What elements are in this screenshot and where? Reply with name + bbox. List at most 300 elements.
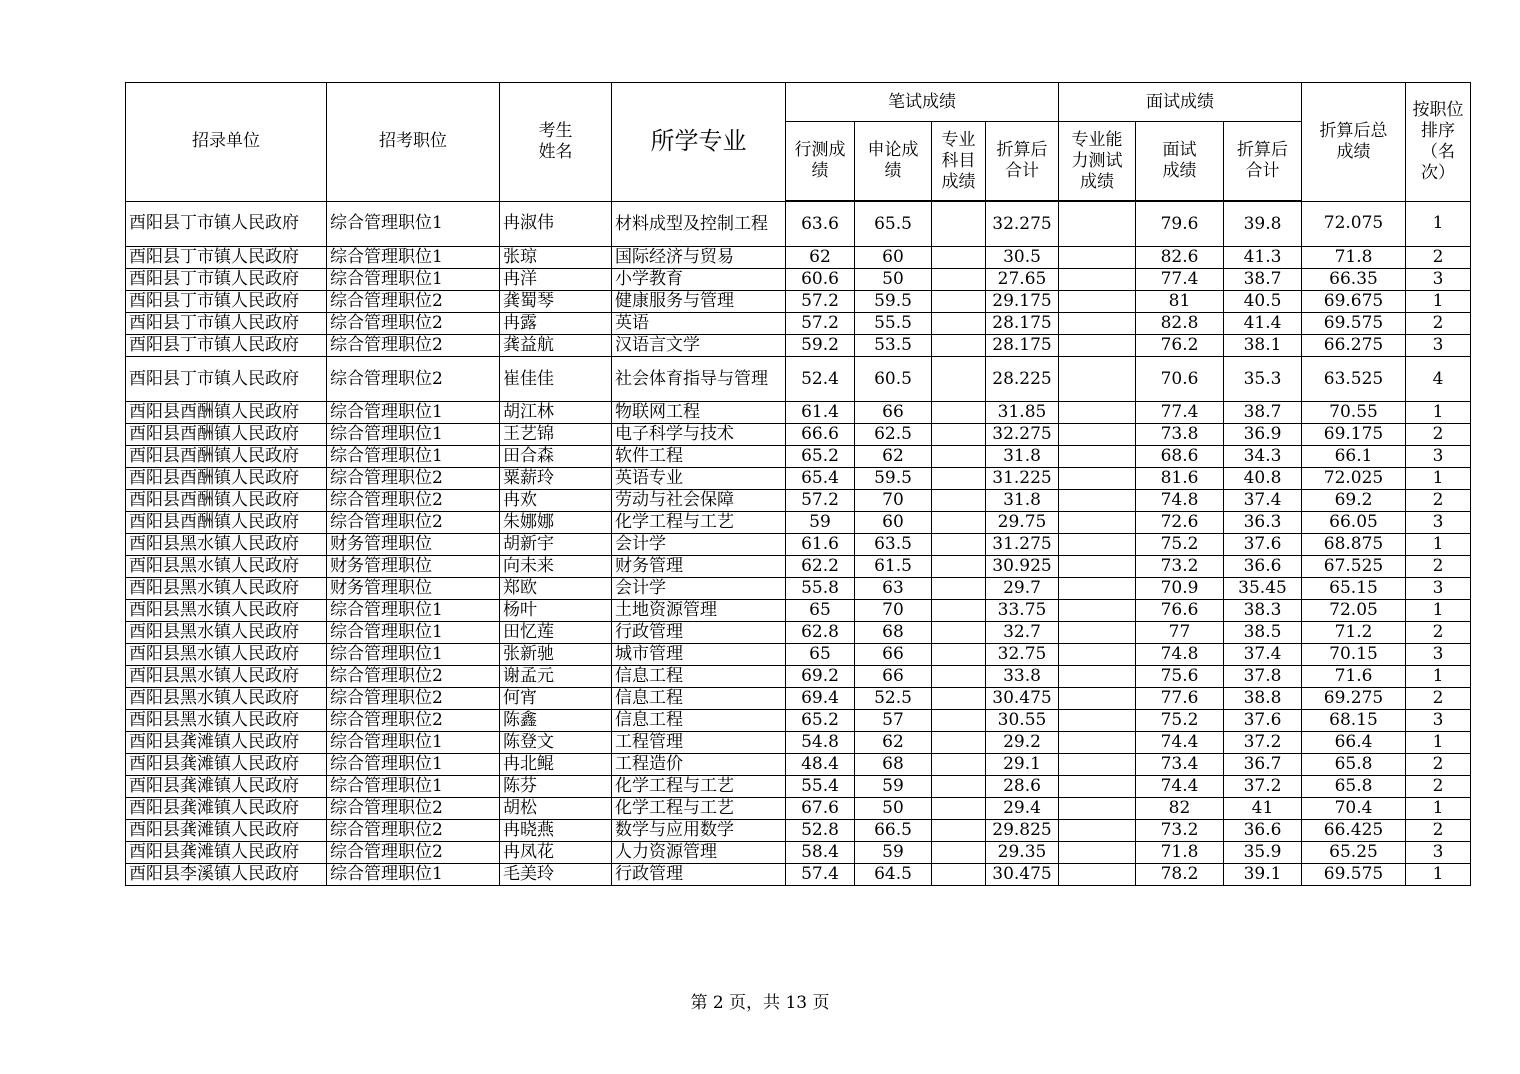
cell-xingce: 57.2: [786, 291, 855, 313]
cell-major: 信息工程: [612, 666, 786, 688]
cell-interview-total: 38.5: [1224, 622, 1302, 644]
cell-unit: 酉阳县丁市镇人民政府: [126, 201, 327, 247]
cell-prof-subject: [932, 732, 986, 754]
cell-written-total: 29.1: [986, 754, 1059, 776]
cell-final-total: 66.275: [1302, 335, 1406, 357]
cell-interview-total: 35.45: [1224, 578, 1302, 600]
cell-ability-test: [1059, 820, 1136, 842]
cell-final-total: 65.8: [1302, 776, 1406, 798]
cell-prof-subject: [932, 754, 986, 776]
cell-rank: 1: [1406, 732, 1471, 754]
cell-interview: 72.6: [1136, 512, 1224, 534]
cell-final-total: 70.55: [1302, 402, 1406, 424]
cell-name: 陈芬: [500, 776, 612, 798]
cell-unit: 酉阳县酉酬镇人民政府: [126, 512, 327, 534]
cell-xingce: 55.8: [786, 578, 855, 600]
cell-name: 冉凤花: [500, 842, 612, 864]
cell-shenlun: 66: [855, 402, 932, 424]
cell-interview: 76.2: [1136, 335, 1224, 357]
cell-major: 财务管理: [612, 556, 786, 578]
cell-ability-test: [1059, 512, 1136, 534]
cell-interview-total: 36.9: [1224, 424, 1302, 446]
cell-prof-subject: [932, 534, 986, 556]
cell-prof-subject: [932, 402, 986, 424]
cell-position: 综合管理职位1: [327, 424, 500, 446]
cell-final-total: 69.275: [1302, 688, 1406, 710]
cell-unit: 酉阳县李溪镇人民政府: [126, 864, 327, 886]
cell-final-total: 71.2: [1302, 622, 1406, 644]
cell-prof-subject: [932, 578, 986, 600]
cell-final-total: 71.8: [1302, 247, 1406, 269]
cell-ability-test: [1059, 556, 1136, 578]
cell-interview: 81.6: [1136, 468, 1224, 490]
cell-interview-total: 36.7: [1224, 754, 1302, 776]
cell-xingce: 65: [786, 600, 855, 622]
cell-position: 综合管理职位2: [327, 842, 500, 864]
cell-unit: 酉阳县丁市镇人民政府: [126, 357, 327, 402]
cell-xingce: 61.4: [786, 402, 855, 424]
cell-shenlun: 60.5: [855, 357, 932, 402]
cell-ability-test: [1059, 313, 1136, 335]
table-row: [126, 754, 1471, 776]
cell-final-total: 69.575: [1302, 313, 1406, 335]
cell-position: 综合管理职位2: [327, 335, 500, 357]
table-row: [126, 402, 1471, 424]
cell-written-total: 31.275: [986, 534, 1059, 556]
cell-prof-subject: [932, 842, 986, 864]
cell-name: 龚蜀琴: [500, 291, 612, 313]
cell-prof-subject: [932, 688, 986, 710]
cell-shenlun: 50: [855, 269, 932, 291]
header-xingce: 行测成 绩: [786, 122, 855, 202]
cell-interview-total: 36.6: [1224, 820, 1302, 842]
cell-written-total: 29.7: [986, 578, 1059, 600]
cell-position: 综合管理职位1: [327, 247, 500, 269]
cell-rank: 1: [1406, 666, 1471, 688]
cell-written-total: 31.8: [986, 490, 1059, 512]
table-row: [126, 798, 1471, 820]
cell-ability-test: [1059, 468, 1136, 490]
cell-prof-subject: [932, 556, 986, 578]
cell-prof-subject: [932, 512, 986, 534]
table-row: [126, 864, 1471, 886]
cell-xingce: 59.2: [786, 335, 855, 357]
cell-position: 综合管理职位1: [327, 864, 500, 886]
cell-interview: 73.2: [1136, 556, 1224, 578]
cell-xingce: 69.2: [786, 666, 855, 688]
cell-final-total: 69.175: [1302, 424, 1406, 446]
cell-position: 综合管理职位2: [327, 710, 500, 732]
cell-major: 英语专业: [612, 468, 786, 490]
cell-final-total: 66.425: [1302, 820, 1406, 842]
cell-prof-subject: [932, 468, 986, 490]
cell-final-total: 66.4: [1302, 732, 1406, 754]
header-prof-subject: 专业 科目 成绩: [932, 122, 986, 202]
header-ability-test: 专业能 力测试 成绩: [1059, 122, 1136, 202]
cell-unit: 酉阳县黑水镇人民政府: [126, 666, 327, 688]
table-row: [126, 842, 1471, 864]
cell-unit: 酉阳县龚滩镇人民政府: [126, 732, 327, 754]
cell-xingce: 60.6: [786, 269, 855, 291]
cell-name: 冉欢: [500, 490, 612, 512]
cell-major: 工程造价: [612, 754, 786, 776]
table-body: [126, 201, 1471, 886]
cell-shenlun: 62.5: [855, 424, 932, 446]
cell-interview: 74.8: [1136, 644, 1224, 666]
table-row: [126, 710, 1471, 732]
cell-xingce: 52.8: [786, 820, 855, 842]
cell-position: 财务管理职位: [327, 534, 500, 556]
cell-interview-total: 38.7: [1224, 402, 1302, 424]
cell-interview: 77: [1136, 622, 1224, 644]
cell-name: 杨叶: [500, 600, 612, 622]
cell-final-total: 72.075: [1302, 201, 1406, 247]
cell-position: 综合管理职位2: [327, 798, 500, 820]
cell-position: 综合管理职位1: [327, 600, 500, 622]
cell-written-total: 31.225: [986, 468, 1059, 490]
cell-major: 劳动与社会保障: [612, 490, 786, 512]
cell-xingce: 55.4: [786, 776, 855, 798]
cell-shenlun: 66: [855, 666, 932, 688]
cell-shenlun: 66: [855, 644, 932, 666]
cell-interview: 74.4: [1136, 732, 1224, 754]
cell-unit: 酉阳县黑水镇人民政府: [126, 534, 327, 556]
cell-ability-test: [1059, 357, 1136, 402]
cell-prof-subject: [932, 710, 986, 732]
cell-xingce: 62.2: [786, 556, 855, 578]
cell-major: 工程管理: [612, 732, 786, 754]
cell-rank: 3: [1406, 446, 1471, 468]
cell-name: 何宵: [500, 688, 612, 710]
table-row: [126, 512, 1471, 534]
cell-rank: 1: [1406, 201, 1471, 247]
cell-written-total: 29.75: [986, 512, 1059, 534]
cell-rank: 3: [1406, 710, 1471, 732]
cell-interview-total: 37.8: [1224, 666, 1302, 688]
cell-unit: 酉阳县龚滩镇人民政府: [126, 820, 327, 842]
cell-position: 综合管理职位1: [327, 732, 500, 754]
cell-ability-test: [1059, 578, 1136, 600]
cell-prof-subject: [932, 357, 986, 402]
cell-ability-test: [1059, 688, 1136, 710]
cell-ability-test: [1059, 666, 1136, 688]
cell-interview-total: 40.8: [1224, 468, 1302, 490]
cell-major: 健康服务与管理: [612, 291, 786, 313]
table-row: [126, 335, 1471, 357]
cell-interview: 70.9: [1136, 578, 1224, 600]
cell-written-total: 29.35: [986, 842, 1059, 864]
cell-ability-test: [1059, 269, 1136, 291]
cell-written-total: 29.825: [986, 820, 1059, 842]
page-footer: 第 2 页，共 13 页: [690, 993, 830, 1013]
cell-interview-total: 34.3: [1224, 446, 1302, 468]
cell-ability-test: [1059, 534, 1136, 556]
cell-xingce: 57.4: [786, 864, 855, 886]
cell-name: 胡松: [500, 798, 612, 820]
header-rank: 按职位 排序 （名次）: [1406, 83, 1471, 202]
cell-written-total: 28.6: [986, 776, 1059, 798]
cell-ability-test: [1059, 247, 1136, 269]
cell-unit: 酉阳县酉酬镇人民政府: [126, 446, 327, 468]
cell-position: 财务管理职位: [327, 556, 500, 578]
cell-shenlun: 60: [855, 512, 932, 534]
cell-major: 数学与应用数学: [612, 820, 786, 842]
cell-name: 冉洋: [500, 269, 612, 291]
cell-major: 信息工程: [612, 710, 786, 732]
cell-written-total: 30.475: [986, 688, 1059, 710]
cell-interview-total: 37.2: [1224, 732, 1302, 754]
header-interview-group: 面试成绩: [1059, 83, 1302, 122]
cell-ability-test: [1059, 424, 1136, 446]
cell-name: 王艺锦: [500, 424, 612, 446]
cell-prof-subject: [932, 820, 986, 842]
cell-major: 化学工程与工艺: [612, 776, 786, 798]
cell-xingce: 65.2: [786, 710, 855, 732]
header-major: 所学专业: [612, 83, 786, 202]
cell-shenlun: 59.5: [855, 291, 932, 313]
cell-interview: 81: [1136, 291, 1224, 313]
cell-prof-subject: [932, 291, 986, 313]
cell-final-total: 66.35: [1302, 269, 1406, 291]
cell-major: 人力资源管理: [612, 842, 786, 864]
cell-interview: 73.4: [1136, 754, 1224, 776]
cell-ability-test: [1059, 622, 1136, 644]
header-interview: 面试 成绩: [1136, 122, 1224, 202]
cell-position: 综合管理职位1: [327, 402, 500, 424]
cell-xingce: 61.6: [786, 534, 855, 556]
cell-position: 综合管理职位1: [327, 776, 500, 798]
cell-major: 土地资源管理: [612, 600, 786, 622]
cell-position: 综合管理职位2: [327, 820, 500, 842]
cell-written-total: 31.85: [986, 402, 1059, 424]
cell-major: 行政管理: [612, 864, 786, 886]
cell-name: 毛美玲: [500, 864, 612, 886]
cell-major: 材料成型及控制工程: [612, 201, 786, 247]
cell-final-total: 72.025: [1302, 468, 1406, 490]
cell-shenlun: 64.5: [855, 864, 932, 886]
cell-xingce: 66.6: [786, 424, 855, 446]
cell-prof-subject: [932, 622, 986, 644]
cell-prof-subject: [932, 424, 986, 446]
cell-shenlun: 62: [855, 732, 932, 754]
cell-ability-test: [1059, 600, 1136, 622]
cell-ability-test: [1059, 201, 1136, 247]
cell-ability-test: [1059, 732, 1136, 754]
cell-shenlun: 50: [855, 798, 932, 820]
cell-xingce: 67.6: [786, 798, 855, 820]
cell-major: 城市管理: [612, 644, 786, 666]
cell-name: 张琼: [500, 247, 612, 269]
cell-rank: 3: [1406, 578, 1471, 600]
cell-major: 信息工程: [612, 688, 786, 710]
cell-prof-subject: [932, 269, 986, 291]
cell-name: 向未来: [500, 556, 612, 578]
cell-xingce: 48.4: [786, 754, 855, 776]
cell-shenlun: 61.5: [855, 556, 932, 578]
cell-ability-test: [1059, 446, 1136, 468]
cell-major: 社会体育指导与管理: [612, 357, 786, 402]
cell-name: 崔佳佳: [500, 357, 612, 402]
cell-final-total: 69.675: [1302, 291, 1406, 313]
cell-xingce: 54.8: [786, 732, 855, 754]
cell-name: 冉晓燕: [500, 820, 612, 842]
cell-unit: 酉阳县黑水镇人民政府: [126, 578, 327, 600]
cell-rank: 1: [1406, 402, 1471, 424]
cell-name: 粟薪玲: [500, 468, 612, 490]
table-row: [126, 357, 1471, 402]
cell-position: 财务管理职位: [327, 578, 500, 600]
table-row: [126, 732, 1471, 754]
cell-final-total: 69.2: [1302, 490, 1406, 512]
cell-unit: 酉阳县丁市镇人民政府: [126, 291, 327, 313]
cell-interview: 79.6: [1136, 201, 1224, 247]
cell-final-total: 65.8: [1302, 754, 1406, 776]
cell-written-total: 33.75: [986, 600, 1059, 622]
cell-rank: 2: [1406, 556, 1471, 578]
table-row: [126, 201, 1471, 247]
cell-rank: 1: [1406, 534, 1471, 556]
cell-major: 物联网工程: [612, 402, 786, 424]
cell-interview-total: 39.8: [1224, 201, 1302, 247]
cell-written-total: 28.175: [986, 335, 1059, 357]
cell-written-total: 32.75: [986, 644, 1059, 666]
cell-interview-total: 40.5: [1224, 291, 1302, 313]
cell-interview-total: 35.3: [1224, 357, 1302, 402]
score-table: [125, 82, 1471, 886]
cell-xingce: 58.4: [786, 842, 855, 864]
cell-prof-subject: [932, 644, 986, 666]
cell-name: 陈登文: [500, 732, 612, 754]
cell-major: 汉语言文学: [612, 335, 786, 357]
table-row: [126, 578, 1471, 600]
cell-written-total: 32.275: [986, 201, 1059, 247]
cell-rank: 2: [1406, 622, 1471, 644]
cell-unit: 酉阳县黑水镇人民政府: [126, 688, 327, 710]
cell-rank: 2: [1406, 424, 1471, 446]
cell-name: 冉露: [500, 313, 612, 335]
cell-xingce: 57.2: [786, 313, 855, 335]
cell-rank: 1: [1406, 468, 1471, 490]
cell-rank: 2: [1406, 313, 1471, 335]
cell-interview-total: 41.4: [1224, 313, 1302, 335]
cell-interview: 77.4: [1136, 269, 1224, 291]
cell-ability-test: [1059, 402, 1136, 424]
cell-prof-subject: [932, 247, 986, 269]
cell-written-total: 28.225: [986, 357, 1059, 402]
cell-shenlun: 65.5: [855, 201, 932, 247]
cell-name: 朱娜娜: [500, 512, 612, 534]
cell-major: 会计学: [612, 534, 786, 556]
cell-rank: 2: [1406, 754, 1471, 776]
cell-prof-subject: [932, 313, 986, 335]
cell-interview-total: 37.6: [1224, 710, 1302, 732]
table-row: [126, 666, 1471, 688]
cell-name: 胡新宇: [500, 534, 612, 556]
cell-final-total: 66.05: [1302, 512, 1406, 534]
cell-unit: 酉阳县酉酬镇人民政府: [126, 424, 327, 446]
cell-unit: 酉阳县黑水镇人民政府: [126, 710, 327, 732]
cell-final-total: 70.15: [1302, 644, 1406, 666]
header-unit: 招录单位: [126, 83, 327, 202]
cell-position: 综合管理职位1: [327, 754, 500, 776]
cell-final-total: 65.25: [1302, 842, 1406, 864]
table-header: [126, 83, 1471, 202]
cell-rank: 1: [1406, 600, 1471, 622]
cell-written-total: 28.175: [986, 313, 1059, 335]
cell-unit: 酉阳县丁市镇人民政府: [126, 269, 327, 291]
cell-written-total: 29.4: [986, 798, 1059, 820]
cell-unit: 酉阳县黑水镇人民政府: [126, 600, 327, 622]
cell-written-total: 29.175: [986, 291, 1059, 313]
cell-ability-test: [1059, 644, 1136, 666]
cell-major: 电子科学与技术: [612, 424, 786, 446]
cell-prof-subject: [932, 490, 986, 512]
cell-shenlun: 52.5: [855, 688, 932, 710]
cell-interview: 76.6: [1136, 600, 1224, 622]
cell-final-total: 68.875: [1302, 534, 1406, 556]
table-row: [126, 247, 1471, 269]
cell-shenlun: 59: [855, 776, 932, 798]
table-row: [126, 446, 1471, 468]
cell-position: 综合管理职位1: [327, 201, 500, 247]
cell-major: 会计学: [612, 578, 786, 600]
cell-xingce: 65.4: [786, 468, 855, 490]
cell-shenlun: 53.5: [855, 335, 932, 357]
cell-written-total: 30.475: [986, 864, 1059, 886]
cell-final-total: 66.1: [1302, 446, 1406, 468]
cell-rank: 2: [1406, 820, 1471, 842]
cell-ability-test: [1059, 754, 1136, 776]
cell-final-total: 69.575: [1302, 864, 1406, 886]
cell-position: 综合管理职位2: [327, 512, 500, 534]
cell-interview-total: 35.9: [1224, 842, 1302, 864]
cell-interview-total: 36.6: [1224, 556, 1302, 578]
cell-xingce: 65.2: [786, 446, 855, 468]
cell-rank: 3: [1406, 269, 1471, 291]
cell-ability-test: [1059, 842, 1136, 864]
cell-interview-total: 39.1: [1224, 864, 1302, 886]
cell-unit: 酉阳县酉酬镇人民政府: [126, 468, 327, 490]
cell-shenlun: 57: [855, 710, 932, 732]
cell-name: 郑欧: [500, 578, 612, 600]
cell-prof-subject: [932, 335, 986, 357]
cell-position: 综合管理职位2: [327, 357, 500, 402]
table-row: [126, 688, 1471, 710]
cell-shenlun: 55.5: [855, 313, 932, 335]
cell-unit: 酉阳县酉酬镇人民政府: [126, 402, 327, 424]
cell-unit: 酉阳县丁市镇人民政府: [126, 335, 327, 357]
cell-unit: 酉阳县丁市镇人民政府: [126, 247, 327, 269]
cell-position: 综合管理职位2: [327, 688, 500, 710]
cell-position: 综合管理职位2: [327, 313, 500, 335]
cell-unit: 酉阳县丁市镇人民政府: [126, 313, 327, 335]
cell-final-total: 72.05: [1302, 600, 1406, 622]
cell-position: 综合管理职位1: [327, 446, 500, 468]
cell-xingce: 62.8: [786, 622, 855, 644]
cell-ability-test: [1059, 864, 1136, 886]
cell-interview: 70.6: [1136, 357, 1224, 402]
header-written-total: 折算后 合计: [986, 122, 1059, 202]
cell-interview: 77.4: [1136, 402, 1224, 424]
cell-unit: 酉阳县龚滩镇人民政府: [126, 754, 327, 776]
table-row: [126, 313, 1471, 335]
cell-prof-subject: [932, 798, 986, 820]
cell-interview: 71.8: [1136, 842, 1224, 864]
cell-shenlun: 60: [855, 247, 932, 269]
cell-ability-test: [1059, 490, 1136, 512]
cell-xingce: 69.4: [786, 688, 855, 710]
cell-position: 综合管理职位2: [327, 291, 500, 313]
